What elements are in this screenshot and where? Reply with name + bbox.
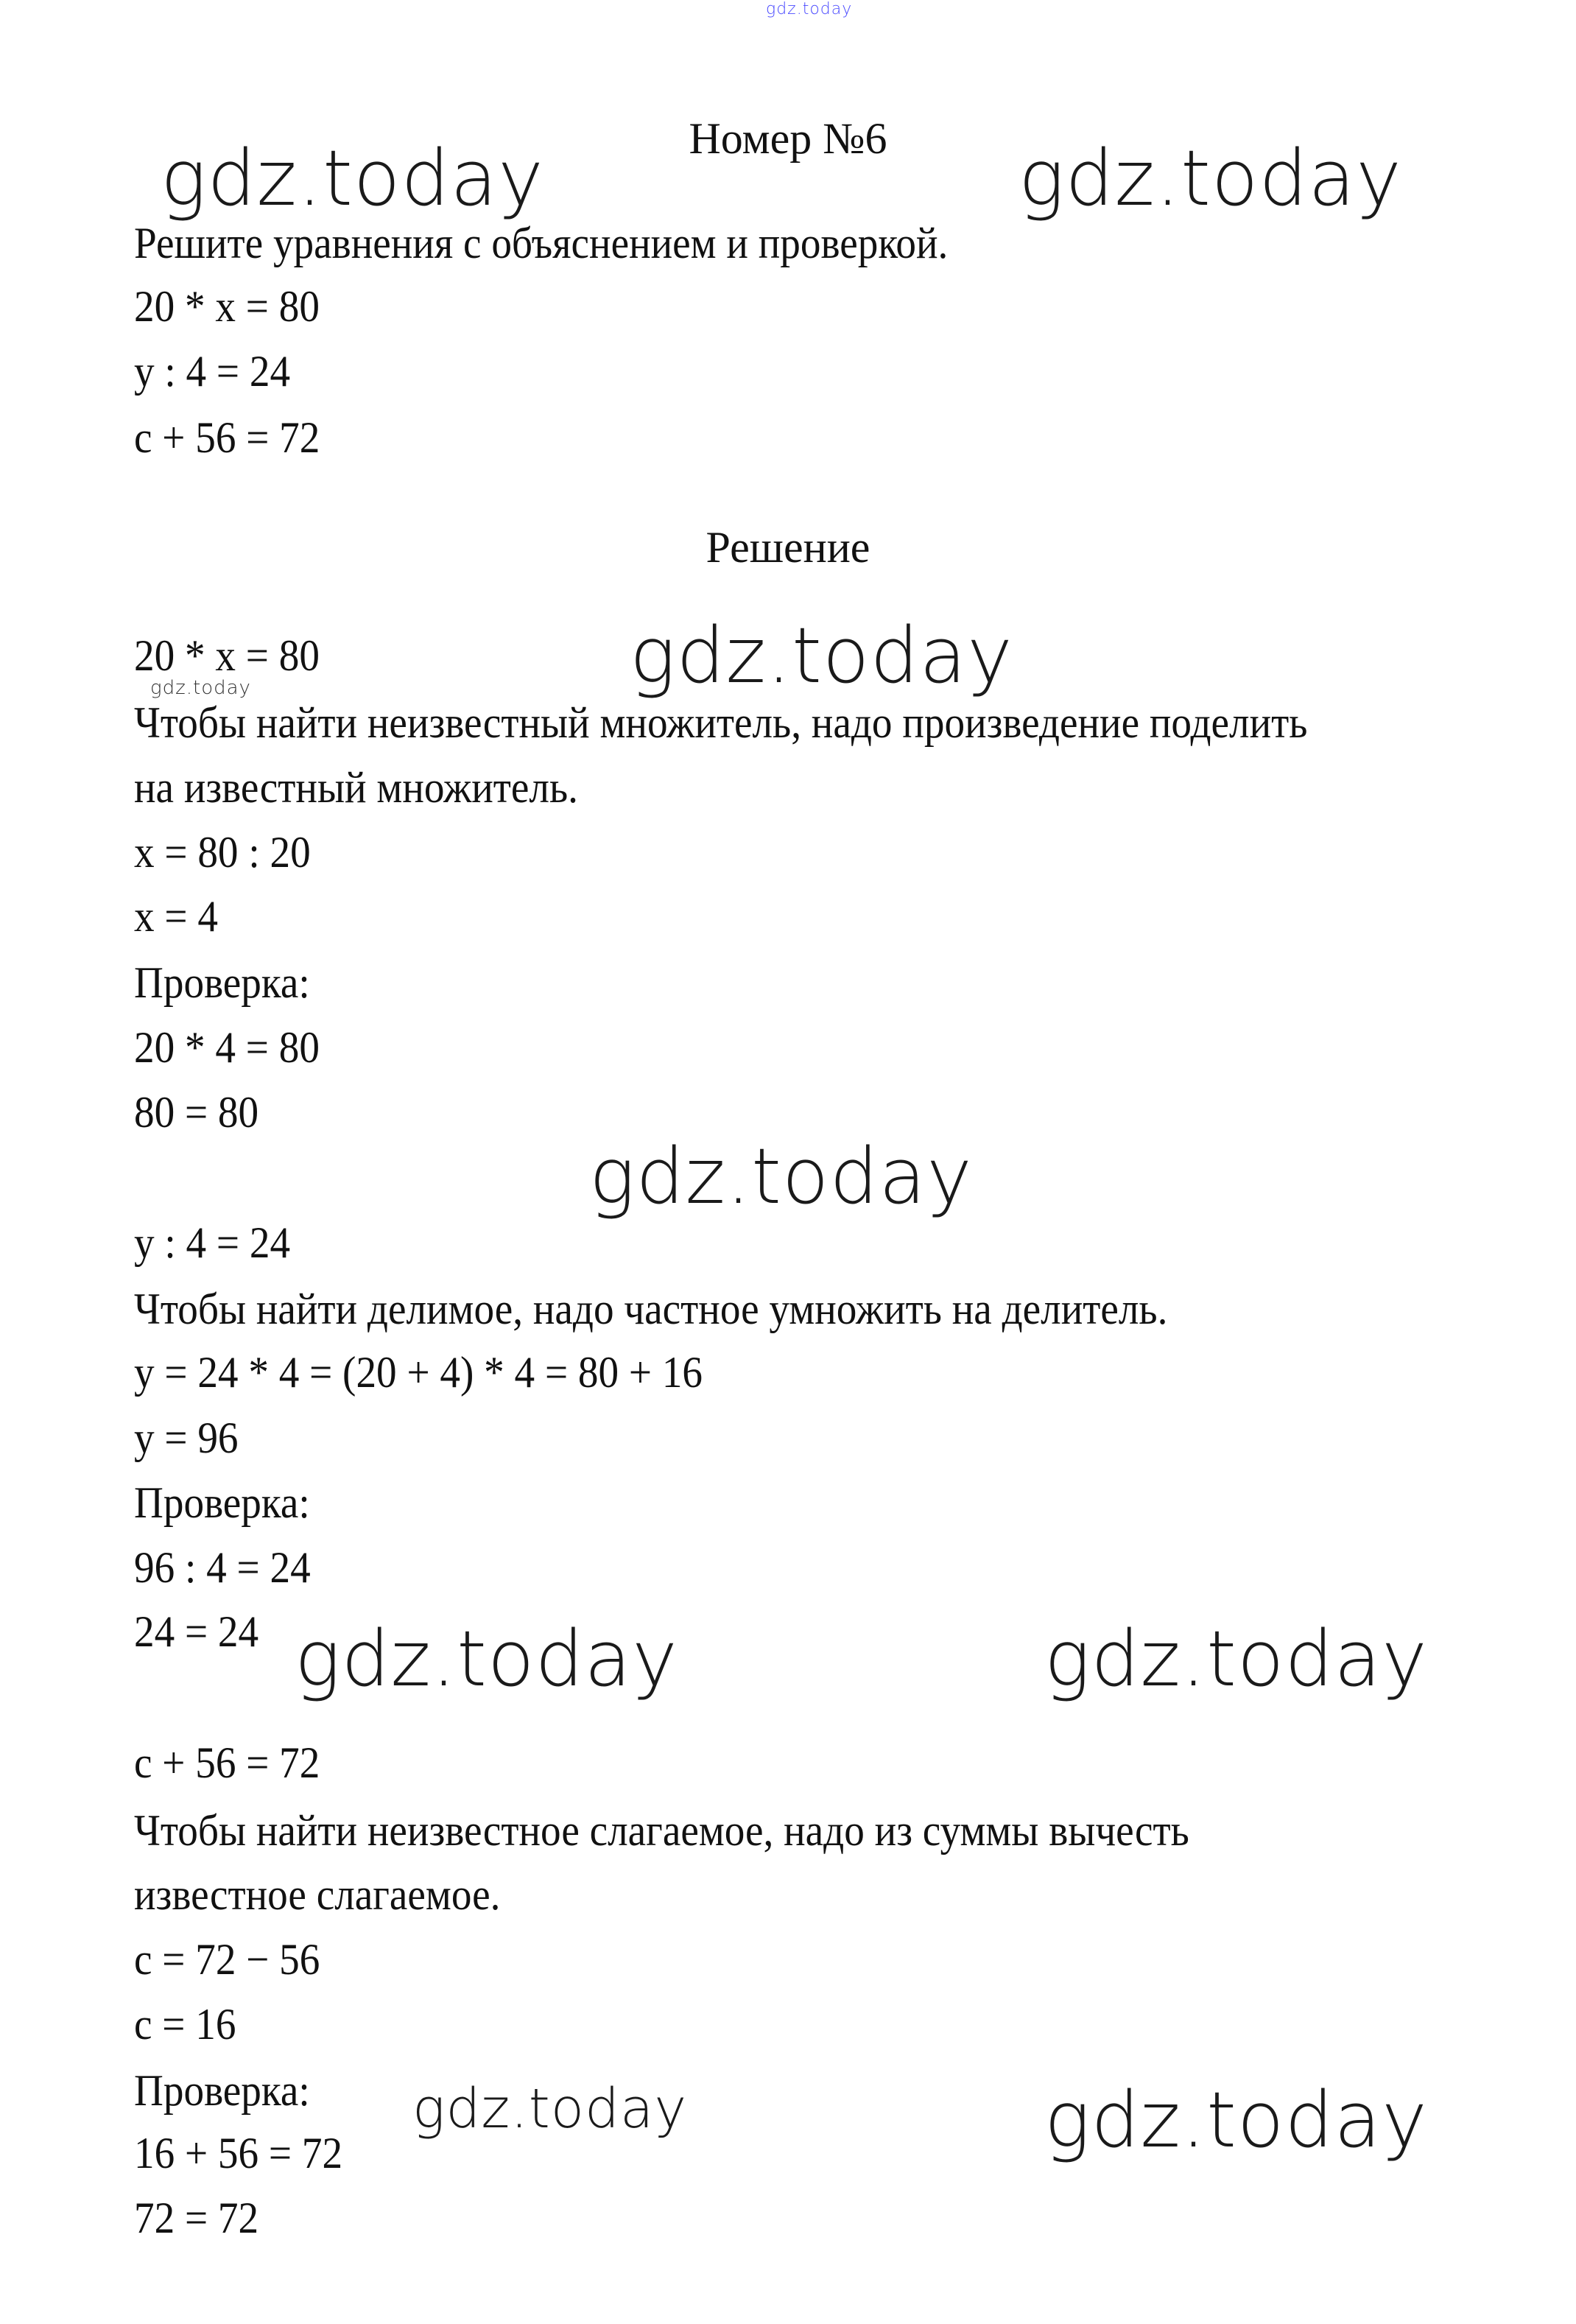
check: 16 + 56 = 72 <box>134 2129 343 2177</box>
step: x = 4 <box>134 892 218 941</box>
solution-equation: y : 4 = 24 <box>134 1218 291 1267</box>
watermark: gdz.today <box>1044 1614 1428 1704</box>
rule-text: Чтобы найти делимое, надо частное умножить на делитель. <box>134 1285 1168 1333</box>
check: 24 = 24 <box>134 1607 259 1656</box>
watermark: gdz.today <box>412 2077 688 2141</box>
rule-text: Чтобы найти неизвестное слагаемое, надо из суммы вычесть <box>134 1806 1189 1855</box>
task-equation: 20 * x = 80 <box>134 282 320 331</box>
rule-text: на известный множитель. <box>134 763 578 812</box>
step: y = 24 * 4 = (20 + 4) * 4 = 80 + 16 <box>134 1348 703 1397</box>
check-label: Проверка: <box>134 1478 310 1527</box>
solution-equation: 20 * x = 80 <box>134 631 320 680</box>
check: 80 = 80 <box>134 1088 259 1137</box>
step: x = 80 : 20 <box>134 828 311 877</box>
watermark: gdz.today <box>589 1131 973 1221</box>
watermark: gdz.today <box>1019 133 1402 223</box>
check: 96 : 4 = 24 <box>134 1543 311 1592</box>
check: 20 * 4 = 80 <box>134 1023 320 1072</box>
watermark: gdz.today <box>1044 2075 1428 2165</box>
watermark: gdz.today <box>295 1614 678 1704</box>
page-title: Номер №6 <box>689 114 887 163</box>
watermark-top: gdz.today <box>766 0 853 18</box>
watermark-small: gdz.today <box>150 677 251 699</box>
task-equation: c + 56 = 72 <box>134 413 320 462</box>
step: c = 72 − 56 <box>134 1935 320 1984</box>
check-label: Проверка: <box>134 2066 310 2115</box>
watermark: gdz.today <box>630 611 1013 701</box>
solution-heading: Решение <box>706 523 870 572</box>
check-label: Проверка: <box>134 958 310 1007</box>
solution-equation: c + 56 = 72 <box>134 1738 320 1787</box>
rule-text: Чтобы найти неизвестный множитель, надо произведение поделить <box>134 698 1308 747</box>
check: 72 = 72 <box>134 2194 259 2242</box>
rule-text: известное слагаемое. <box>134 1870 501 1919</box>
task-equation: y : 4 = 24 <box>134 347 291 396</box>
step: c = 16 <box>134 2000 236 2049</box>
task-prompt: Решите уравнения с объяснением и проверкой. <box>134 219 949 267</box>
watermark: gdz.today <box>161 133 544 223</box>
step: y = 96 <box>134 1414 239 1462</box>
